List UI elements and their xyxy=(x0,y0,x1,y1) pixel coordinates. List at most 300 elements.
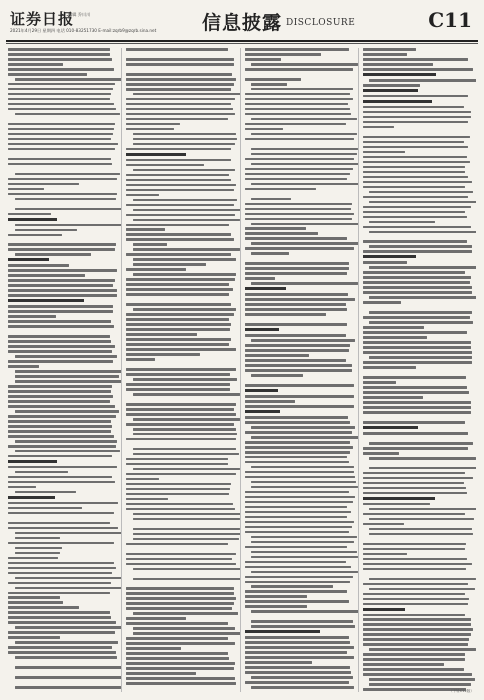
text-line xyxy=(126,438,235,441)
text-line xyxy=(126,388,229,391)
subheading-line xyxy=(363,608,406,611)
text-line xyxy=(245,605,307,608)
text-line xyxy=(15,224,123,227)
text-line xyxy=(251,571,358,574)
text-line xyxy=(363,176,468,179)
text-line xyxy=(126,293,229,296)
header-rule xyxy=(6,40,478,42)
text-line xyxy=(8,385,112,388)
text-line xyxy=(126,48,228,51)
text-line xyxy=(133,578,241,581)
text-line xyxy=(8,360,113,363)
text-line xyxy=(245,441,350,444)
text-line xyxy=(245,48,350,51)
text-line xyxy=(363,141,465,144)
text-line xyxy=(8,103,114,106)
text-line xyxy=(363,281,470,284)
text-line xyxy=(363,663,444,666)
text-line xyxy=(245,521,355,524)
text-line xyxy=(8,606,79,609)
text-line xyxy=(245,600,349,603)
subheading-line xyxy=(363,73,436,76)
subheading-line xyxy=(363,100,433,103)
text-line xyxy=(8,133,113,136)
text-line xyxy=(126,373,230,376)
text-line xyxy=(126,283,228,286)
text-line xyxy=(363,447,468,450)
text-line xyxy=(126,667,234,670)
text-line xyxy=(245,203,352,206)
text-line xyxy=(369,296,476,299)
text-line xyxy=(8,335,110,338)
text-line xyxy=(8,507,82,510)
text-line xyxy=(363,95,468,98)
text-line xyxy=(126,318,229,321)
text-line xyxy=(15,173,120,176)
text-line xyxy=(245,168,353,171)
text-line xyxy=(133,143,235,146)
text-line xyxy=(133,418,240,421)
text-line xyxy=(245,526,353,529)
text-line xyxy=(369,457,476,460)
text-line xyxy=(8,502,118,505)
text-line xyxy=(245,313,326,316)
text-line xyxy=(363,558,468,561)
text-line xyxy=(15,471,68,474)
text-line xyxy=(126,214,235,217)
text-line xyxy=(245,636,350,639)
text-line xyxy=(245,576,354,579)
paragraph-gap xyxy=(8,153,118,158)
text-line xyxy=(363,598,469,601)
text-line xyxy=(15,78,123,81)
text-line xyxy=(126,493,229,496)
text-line xyxy=(251,625,355,628)
text-line xyxy=(369,266,476,269)
text-line xyxy=(363,523,405,526)
text-line xyxy=(245,108,351,111)
text-line xyxy=(8,415,116,418)
text-line xyxy=(15,577,123,580)
text-line xyxy=(251,153,357,156)
text-line xyxy=(133,308,236,311)
text-line xyxy=(15,113,120,116)
text-line xyxy=(245,384,354,387)
text-line xyxy=(363,411,472,414)
text-line xyxy=(8,279,115,282)
text-line xyxy=(251,551,357,554)
text-line xyxy=(369,356,472,359)
text-line xyxy=(15,626,123,629)
subheading-line xyxy=(245,328,279,331)
text-line xyxy=(8,486,36,489)
text-line xyxy=(8,435,114,438)
text-line xyxy=(8,651,116,654)
text-line xyxy=(8,178,117,181)
text-line xyxy=(126,288,233,291)
text-line xyxy=(8,405,115,408)
text-line xyxy=(245,566,352,569)
text-line xyxy=(251,620,353,623)
paragraph-gap xyxy=(363,573,473,578)
text-line xyxy=(126,343,229,346)
text-line xyxy=(363,63,433,66)
text-line xyxy=(133,518,240,521)
text-line xyxy=(369,683,471,686)
text-line xyxy=(363,216,467,219)
text-line xyxy=(133,263,206,266)
text-line xyxy=(126,662,235,665)
paragraph-gap xyxy=(126,573,236,578)
text-line xyxy=(369,221,435,224)
text-line xyxy=(15,552,61,555)
text-line xyxy=(363,286,472,289)
text-line xyxy=(251,676,352,679)
paragraph-gap xyxy=(363,538,473,543)
text-line xyxy=(363,116,471,119)
subheading-line xyxy=(8,218,57,221)
subheading-line xyxy=(245,410,281,413)
text-line xyxy=(8,193,117,196)
text-line xyxy=(245,641,351,644)
text-line xyxy=(8,582,111,585)
text-line xyxy=(15,666,122,669)
text-line xyxy=(126,194,159,197)
text-line xyxy=(363,186,465,189)
text-line xyxy=(363,58,468,61)
text-line xyxy=(8,430,111,433)
text-line xyxy=(363,482,464,485)
text-line xyxy=(8,466,117,469)
text-line xyxy=(363,406,471,409)
text-line xyxy=(363,623,471,626)
text-line xyxy=(363,638,469,641)
subheading-line xyxy=(363,497,435,500)
text-line xyxy=(126,483,231,486)
text-line xyxy=(245,661,313,664)
text-line xyxy=(363,452,400,455)
text-line xyxy=(245,400,296,403)
text-line xyxy=(15,355,117,358)
text-line xyxy=(126,543,228,546)
subheading-line xyxy=(8,496,55,499)
text-line xyxy=(363,548,465,551)
text-line xyxy=(126,563,236,566)
text-line xyxy=(363,161,471,164)
text-line xyxy=(8,264,69,267)
header-rule-thin xyxy=(6,43,478,44)
text-line xyxy=(245,272,347,275)
text-line xyxy=(245,446,354,449)
text-line xyxy=(126,642,235,645)
text-line xyxy=(245,431,352,434)
text-line xyxy=(363,346,472,349)
text-line xyxy=(251,686,354,689)
text-line xyxy=(126,148,230,151)
text-line xyxy=(133,273,236,276)
text-line xyxy=(245,78,301,81)
text-line xyxy=(8,345,115,348)
text-line xyxy=(8,567,116,570)
text-line xyxy=(245,293,348,296)
text-line xyxy=(126,682,236,685)
text-line xyxy=(251,83,287,86)
text-line xyxy=(133,568,241,571)
text-line xyxy=(363,111,471,114)
text-line xyxy=(245,178,347,181)
text-line xyxy=(133,258,236,261)
text-line xyxy=(363,543,466,546)
text-line xyxy=(245,364,352,367)
text-line xyxy=(8,562,114,565)
text-line xyxy=(245,213,355,216)
text-column-1 xyxy=(8,48,122,692)
text-line xyxy=(245,516,348,519)
text-line xyxy=(126,204,233,207)
text-line xyxy=(8,601,63,604)
text-line xyxy=(363,291,472,294)
text-line xyxy=(126,498,168,501)
text-line xyxy=(133,513,241,516)
text-line xyxy=(251,88,353,91)
text-line xyxy=(251,610,359,613)
text-line xyxy=(363,171,465,174)
text-line xyxy=(245,656,354,659)
text-line xyxy=(245,349,349,352)
text-line xyxy=(133,393,240,396)
text-line xyxy=(15,375,120,378)
text-line xyxy=(15,532,123,535)
text-line xyxy=(126,368,236,371)
text-line xyxy=(133,612,238,615)
text-line xyxy=(245,232,318,235)
text-line xyxy=(133,219,240,222)
text-line xyxy=(8,310,113,313)
text-line xyxy=(126,587,234,590)
text-line xyxy=(8,445,116,448)
text-line xyxy=(363,84,420,87)
text-line xyxy=(8,325,114,328)
text-line xyxy=(245,496,355,499)
text-line xyxy=(251,282,357,285)
text-line xyxy=(126,113,235,116)
text-line xyxy=(8,123,115,126)
text-line xyxy=(8,163,112,166)
text-line xyxy=(245,395,355,398)
text-line xyxy=(126,602,234,605)
text-line xyxy=(126,463,228,466)
text-line xyxy=(8,631,115,634)
text-line xyxy=(8,611,110,614)
text-line xyxy=(8,48,110,51)
text-line xyxy=(8,53,110,56)
text-line xyxy=(15,641,119,644)
text-line xyxy=(126,184,235,187)
text-line xyxy=(8,73,87,76)
text-line xyxy=(245,646,355,649)
subheading-line xyxy=(245,287,287,290)
text-line xyxy=(126,622,228,625)
text-line xyxy=(251,223,359,226)
text-line xyxy=(369,588,475,591)
text-line xyxy=(369,245,471,248)
text-line xyxy=(363,396,423,399)
text-line xyxy=(8,128,114,131)
text-line xyxy=(126,348,236,351)
text-line xyxy=(245,267,349,270)
text-line xyxy=(126,473,236,476)
text-line xyxy=(126,98,235,101)
text-line xyxy=(126,78,236,81)
text-line xyxy=(363,156,467,159)
text-line xyxy=(8,158,111,161)
text-line xyxy=(363,401,471,404)
text-line xyxy=(126,58,234,61)
text-line xyxy=(245,158,355,161)
text-line xyxy=(8,455,112,458)
text-line xyxy=(245,68,354,71)
text-line xyxy=(363,668,465,671)
text-line xyxy=(251,481,356,484)
text-line xyxy=(8,522,110,525)
text-line xyxy=(363,421,466,424)
text-line xyxy=(126,637,227,640)
text-line xyxy=(126,657,229,660)
text-column-4 xyxy=(363,48,476,692)
text-line xyxy=(251,426,355,429)
text-line xyxy=(363,487,466,490)
text-line xyxy=(8,425,112,428)
text-line xyxy=(363,366,417,369)
text-line xyxy=(8,83,115,86)
text-line xyxy=(363,472,465,475)
subheading-line xyxy=(8,299,84,302)
paragraph-gap xyxy=(245,193,355,198)
text-line xyxy=(133,538,239,541)
text-line xyxy=(245,590,348,593)
text-line xyxy=(369,648,476,651)
text-line xyxy=(8,188,44,191)
text-line xyxy=(8,350,112,353)
text-line xyxy=(126,607,232,610)
text-line xyxy=(245,308,347,311)
text-line xyxy=(126,63,233,66)
text-line xyxy=(8,390,111,393)
text-line xyxy=(363,628,473,631)
text-line xyxy=(8,243,116,246)
text-line xyxy=(8,481,115,484)
text-line xyxy=(8,557,58,560)
text-line xyxy=(8,183,79,186)
text-line xyxy=(363,271,465,274)
text-line xyxy=(126,458,228,461)
text-line xyxy=(8,572,112,575)
text-line xyxy=(133,199,237,202)
text-line xyxy=(126,128,173,131)
text-line xyxy=(369,231,476,234)
text-line xyxy=(251,339,355,342)
text-line xyxy=(245,227,306,230)
text-line xyxy=(363,326,424,329)
text-line xyxy=(15,686,122,689)
text-line xyxy=(245,561,347,564)
text-line xyxy=(126,103,230,106)
text-line xyxy=(126,408,234,411)
text-line xyxy=(133,378,237,381)
text-line xyxy=(8,420,111,423)
text-line xyxy=(8,68,114,71)
text-line xyxy=(8,340,111,343)
text-line xyxy=(126,413,236,416)
text-line xyxy=(245,666,351,669)
text-line xyxy=(8,88,113,91)
text-line xyxy=(245,173,350,176)
text-line xyxy=(369,321,472,324)
text-line xyxy=(363,583,468,586)
text-line xyxy=(133,533,241,536)
text-line xyxy=(126,73,232,76)
text-line xyxy=(251,585,333,588)
text-line xyxy=(369,508,476,511)
text-line xyxy=(126,652,228,655)
text-line xyxy=(363,618,471,621)
text-line xyxy=(363,331,467,334)
text-line xyxy=(251,436,359,439)
text-line xyxy=(126,118,228,121)
text-line xyxy=(363,121,469,124)
text-line xyxy=(245,471,354,474)
text-line xyxy=(369,311,472,314)
text-line xyxy=(126,383,230,386)
text-line xyxy=(126,323,231,326)
subheading-line xyxy=(126,153,186,156)
text-line xyxy=(363,593,465,596)
text-line xyxy=(363,568,466,571)
text-line xyxy=(15,656,117,659)
text-line xyxy=(8,616,111,619)
continued-note: （下转C12版） xyxy=(448,689,474,693)
paragraph-gap xyxy=(126,548,236,553)
text-line xyxy=(8,512,114,515)
text-line xyxy=(8,284,113,287)
text-line xyxy=(8,143,118,146)
text-line xyxy=(245,491,349,494)
text-line xyxy=(126,503,232,506)
text-line xyxy=(363,336,428,339)
text-line xyxy=(251,252,289,255)
text-line xyxy=(251,133,357,136)
text-line xyxy=(126,333,197,336)
text-line xyxy=(126,617,186,620)
text-line xyxy=(369,518,474,521)
text-line xyxy=(126,189,234,192)
text-line xyxy=(126,353,199,356)
text-line xyxy=(369,201,476,204)
text-line xyxy=(245,323,348,326)
text-line xyxy=(126,553,236,556)
text-line xyxy=(251,556,358,559)
text-line xyxy=(363,376,466,379)
text-line xyxy=(15,253,91,256)
text-line xyxy=(245,681,350,684)
text-line xyxy=(8,592,110,595)
text-line xyxy=(126,647,180,650)
text-line xyxy=(363,341,471,344)
text-line xyxy=(363,196,468,199)
text-line xyxy=(245,546,348,549)
text-line xyxy=(8,596,60,599)
text-line xyxy=(126,478,159,481)
